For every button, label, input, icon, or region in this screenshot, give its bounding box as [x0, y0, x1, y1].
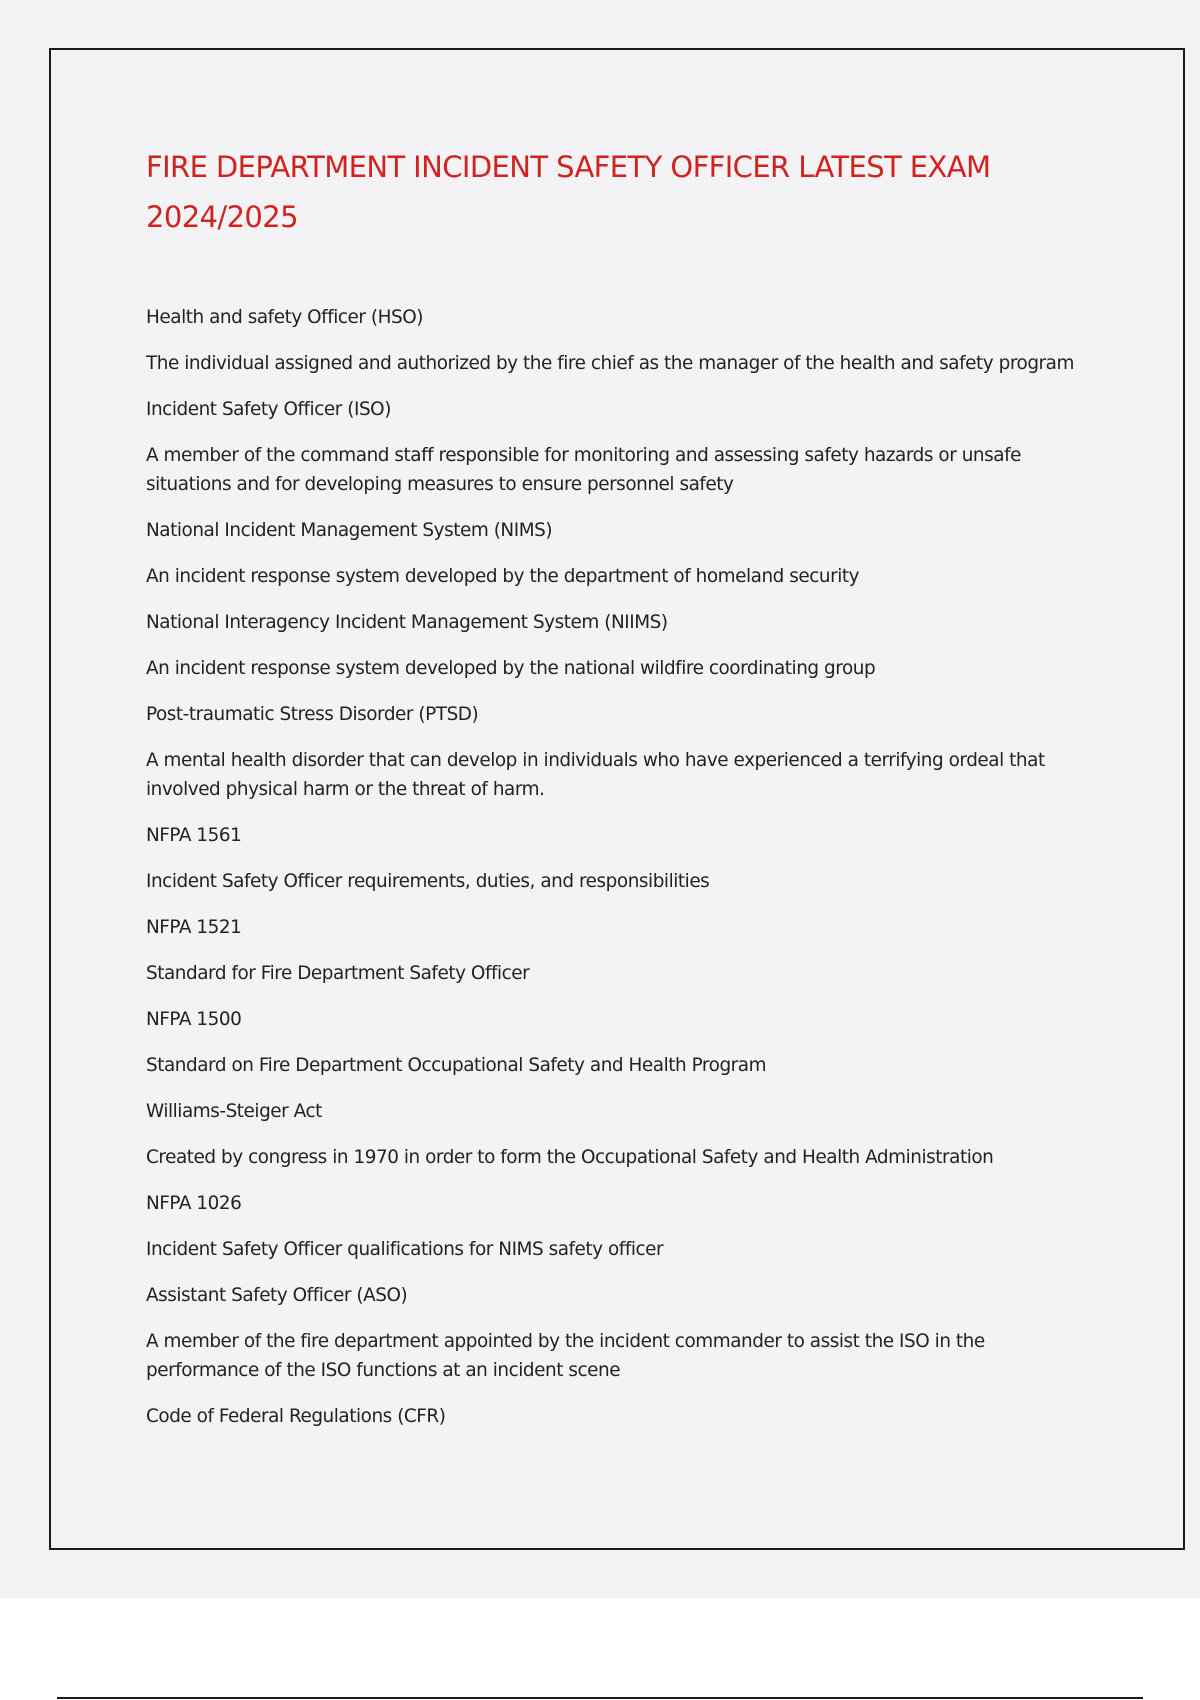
entry-2-definition: A member of the command staff responsible for monitoring and assessing safety hazards or unsafe situations and for developing measures to ensure personnel safety	[146, 445, 1021, 495]
entry-10-term: NFPA 1026	[146, 1193, 242, 1214]
entry-12-term: Code of Federal Regulations (CFR)	[146, 1406, 446, 1427]
entry-7-term: NFPA 1521	[146, 917, 242, 938]
entry-6-term: NFPA 1561	[146, 825, 242, 846]
entry-8-term: NFPA 1500	[146, 1009, 242, 1030]
entry-4-term: National Interagency Incident Management System (NIIMS)	[146, 612, 668, 633]
entry-10-definition: Incident Safety Officer qualifications for NIMS safety officer	[146, 1239, 664, 1260]
entry-11-definition: A member of the fire department appointed by the incident commander to assist the ISO in the performance of the ISO functions at an incident scene	[146, 1331, 985, 1381]
term-list	[146, 303, 1096, 1448]
entry-5-definition: A mental health disorder that can develop in individuals who have experienced a terrifying ordeal that involved physical harm or the threat of harm.	[146, 750, 1045, 800]
entry-3-definition: An incident response system developed by the department of homeland security	[146, 566, 860, 587]
entry-6-definition: Incident Safety Officer requirements, duties, and responsibilities	[146, 871, 710, 892]
entry-11-term: Assistant Safety Officer (ASO)	[146, 1285, 408, 1306]
entry-9-term: Williams-Steiger Act	[146, 1101, 322, 1122]
entry-9-definition: Created by congress in 1970 in order to form the Occupational Safety and Health Administration	[146, 1147, 994, 1168]
entry-5-term: Post-traumatic Stress Disorder (PTSD)	[146, 704, 479, 725]
document-title: FIRE DEPARTMENT INCIDENT SAFETY OFFICER LATEST EXAM 2024/2025	[146, 150, 991, 234]
entry-1-term: Health and safety Officer (HSO)	[146, 307, 424, 328]
entry-7-definition: Standard for Fire Department Safety Officer	[146, 963, 530, 984]
entry-2-term: Incident Safety Officer (ISO)	[146, 399, 391, 420]
entry-1-definition: The individual assigned and authorized by the fire chief as the manager of the health and safety program	[146, 353, 1074, 374]
entry-4-definition: An incident response system developed by the national wildfire coordinating group	[146, 658, 876, 679]
entry-3-term: National Incident Management System (NIMS)	[146, 520, 553, 541]
entry-8-definition: Standard on Fire Department Occupational Safety and Health Program	[146, 1055, 767, 1076]
footer-rule	[57, 1697, 1143, 1699]
